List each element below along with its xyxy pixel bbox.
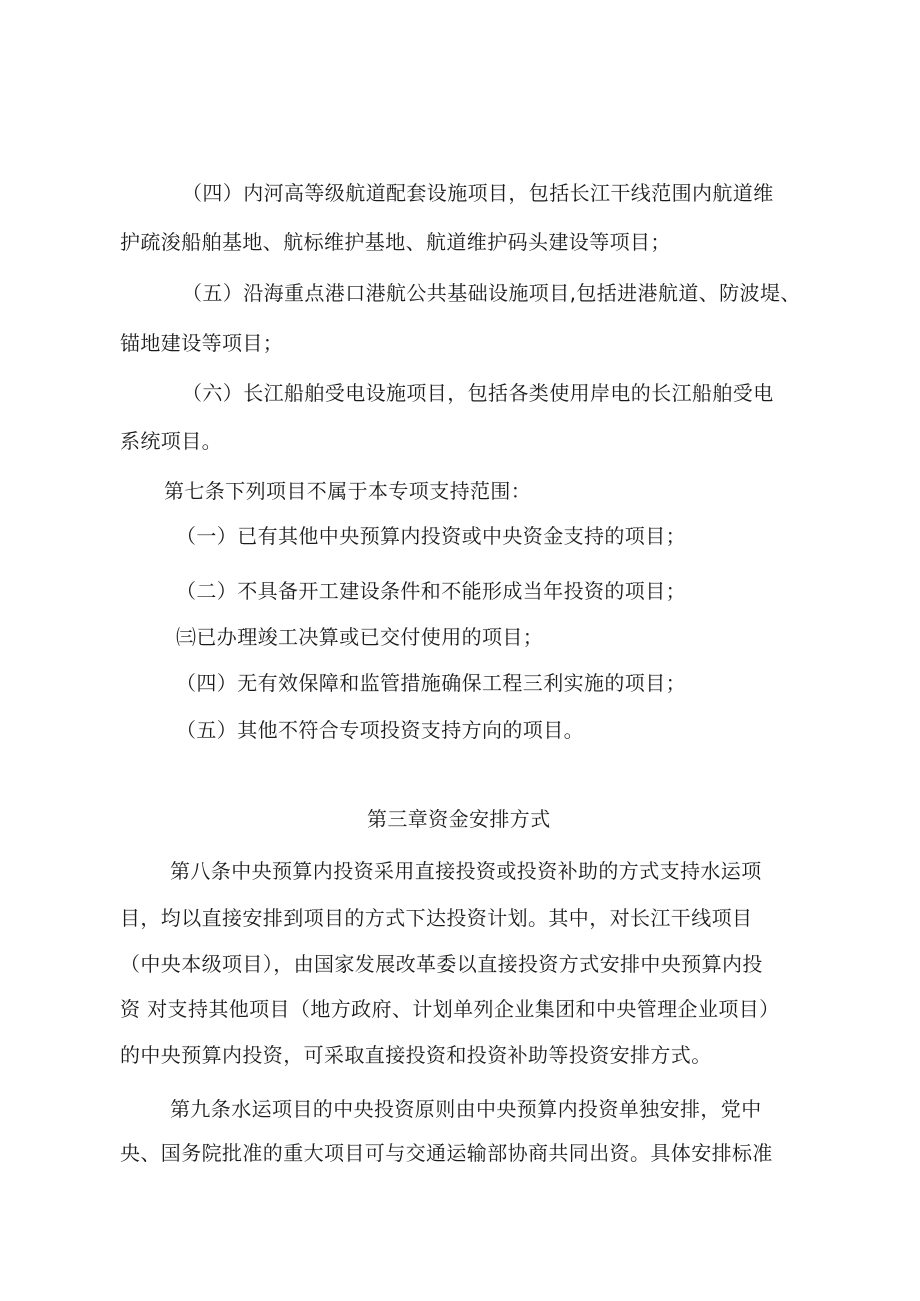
paragraph-line: （六）长江船舶受电设施项目，包括各类使用岸电的长江船舶受电 xyxy=(182,381,774,405)
paragraph-line: 目，均以直接安排到项目的方式下达投资计划。其中，对长江干线项目 xyxy=(120,906,753,930)
list-item: （五）其他不符合专项投资支持方向的项目。 xyxy=(176,718,584,742)
chapter-title: 第三章资金安排方式 xyxy=(367,807,551,831)
list-item: ㈢已办理竣工决算或已交付使用的项目； xyxy=(176,625,544,649)
paragraph-line: 第八条中央预算内投资采用直接投资或投资补助的方式支持水运项 xyxy=(170,859,762,883)
paragraph-line: （五）沿海重点港口港航公共基础设施项目,包括进港航道、防波堤、 xyxy=(182,281,801,305)
paragraph-line: （中央本级项目），由国家发展改革委以直接投资方式安排中央预算内投 xyxy=(120,952,763,976)
paragraph-line: 资 对支持其他项目（地方政府、计划单列企业集团和中央管理企业项目） xyxy=(120,997,780,1021)
article-heading: 第七条下列项目不属于本专项支持范围： xyxy=(164,479,532,503)
paragraph-line: 央、国务院批准的重大项目可与交通运输部协商共同出资。具体安排标准 xyxy=(120,1141,773,1165)
list-item: （二）不具备开工建设条件和不能形成当年投资的项目； xyxy=(176,579,686,603)
paragraph-line: 锚地建设等项目； xyxy=(120,331,284,355)
paragraph-line: 的中央预算内投资，可采取直接投资和投资补助等投资安排方式。 xyxy=(120,1043,712,1067)
list-item: （四）无有效保障和监管措施确保工程三利实施的项目； xyxy=(176,671,686,695)
paragraph-line: （四）内河高等级航道配套设施项目，包括长江干线范围内航道维 xyxy=(182,181,774,205)
paragraph-line: 系统项目。 xyxy=(120,429,222,453)
paragraph-line: 第九条水运项目的中央投资原则由中央预算内投资单独安排，党中 xyxy=(170,1097,762,1121)
list-item: （一）已有其他中央预算内投资或中央资金支持的项目； xyxy=(176,524,686,548)
paragraph-line: 护疏浚船舶基地、航标维护基地、航道维护码头建设等项目； xyxy=(120,230,671,254)
